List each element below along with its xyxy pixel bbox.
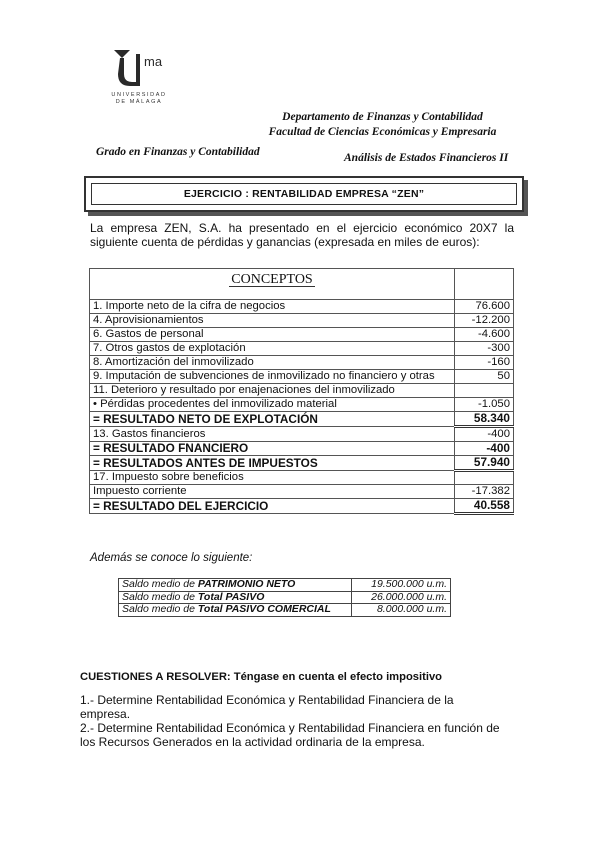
concept-cell: 17. Impuesto sobre beneficios [90, 471, 455, 485]
table-row [90, 456, 514, 471]
table-row [90, 314, 514, 328]
table-row [90, 499, 514, 514]
value-cell: -300 [455, 342, 514, 356]
university-logo-icon [108, 44, 168, 92]
concept-cell: 8. Amortización del inmovilizado [90, 356, 455, 370]
exercise-title-box [84, 176, 524, 212]
concepts-header: CONCEPTOS [90, 269, 455, 300]
value-cell: 58.340 [455, 412, 514, 427]
value-cell: -4.600 [455, 328, 514, 342]
balance-prefix: Saldo medio de [122, 578, 198, 590]
concept-cell: 4. Aprovisionamientos [90, 314, 455, 328]
questions-title [80, 671, 442, 683]
table-row [90, 328, 514, 342]
concept-cell: 9. Imputación de subvenciones de inmovilizado no financiero y otras [90, 370, 455, 384]
value-cell: -12.200 [455, 314, 514, 328]
university-name-line1: UNIVERSIDAD [111, 92, 167, 98]
table-row [90, 442, 514, 456]
value-cell: -400 [455, 427, 514, 442]
concept-cell: Impuesto corriente [90, 485, 455, 499]
table-row [90, 356, 514, 370]
value-cell: 40.558 [455, 499, 514, 514]
balance-label [119, 604, 352, 617]
concept-cell: 13. Gastos financieros [90, 427, 455, 442]
table-row [90, 370, 514, 384]
table-row [90, 398, 514, 412]
exercise-title: EJERCICIO : RENTABILIDAD EMPRESA “ZEN” [91, 183, 517, 205]
table-row [90, 485, 514, 499]
income-statement-table [89, 268, 514, 515]
concept-cell: 11. Deterioro y resultado por enajenaciones del inmovilizado [90, 384, 455, 398]
question-2: 2.- Determine Rentabilidad Económica y Rentabilidad Financiera en función de los Recursos Generados en la actividad ordinaria de la empresa. [80, 721, 500, 749]
value-cell: -1.050 [455, 398, 514, 412]
balance-row [119, 579, 451, 592]
table-row [90, 471, 514, 485]
intro-paragraph: La empresa ZEN, S.A. ha presentado en el ejercicio económico 20X7 la siguiente cuenta de pérdidas y ganancias (expresada en miles de euros): [90, 221, 514, 249]
additional-info-intro: Además se conoce lo siguiente: [90, 552, 253, 564]
balance-item: Total PASIVO COMERCIAL [197, 603, 331, 615]
concept-cell: 1. Importe neto de la cifra de negocios [90, 300, 455, 314]
balance-item: PATRIMONIO NETO [197, 578, 296, 590]
table-row [90, 412, 514, 427]
table-header-row [90, 269, 514, 300]
department-line: Departamento de Finanzas y Contabilidad [282, 111, 483, 123]
balance-value: 8.000.000 u.m. [352, 604, 451, 617]
logo-mark: ma [144, 54, 163, 69]
value-header-cell [455, 269, 514, 300]
value-cell [455, 384, 514, 398]
value-cell: 57.940 [455, 456, 514, 471]
questions-title-bold: CUESTIONES A RESOLVER [80, 671, 227, 683]
table-row [90, 300, 514, 314]
concept-cell: 6. Gastos de personal [90, 328, 455, 342]
department-block [230, 110, 535, 140]
value-cell: -17.382 [455, 485, 514, 499]
concept-cell: = RESULTADOS ANTES DE IMPUESTOS [90, 456, 455, 471]
subject-title: Análisis de Estados Financieros II [344, 152, 509, 164]
balance-label [119, 579, 352, 592]
balance-label [119, 591, 352, 604]
value-cell: -160 [455, 356, 514, 370]
value-cell: -400 [455, 442, 514, 456]
concept-cell: = RESULTADO FNANCIERO [90, 442, 455, 456]
degree-title: Grado en Finanzas y Contabilidad [96, 146, 260, 158]
concept-cell: = RESULTADO DEL EJERCICIO [90, 499, 455, 514]
value-cell: 76.600 [455, 300, 514, 314]
value-cell [455, 471, 514, 485]
balance-row [119, 591, 451, 604]
balance-prefix: Saldo medio de [122, 603, 198, 615]
table-row [90, 342, 514, 356]
questions-title-rest: : Téngase en cuenta el efecto impositivo [226, 671, 443, 683]
table-row [90, 427, 514, 442]
balance-row [119, 604, 451, 617]
concept-cell: = RESULTADO NETO DE EXPLOTACIÓN [90, 412, 455, 427]
concept-cell: 7. Otros gastos de explotación [90, 342, 455, 356]
question-1: 1.- Determine Rentabilidad Económica y Rentabilidad Financiera de la empresa. [80, 693, 454, 721]
table-row [90, 384, 514, 398]
balance-item: Total PASIVO [197, 590, 265, 603]
balance-value: 26.000.000 u.m. [352, 591, 451, 604]
concept-cell: • Pérdidas procedentes del inmovilizado material [90, 398, 455, 412]
balances-table [118, 578, 451, 617]
balance-prefix: Saldo medio de [122, 590, 198, 603]
faculty-line: Facultad de Ciencias Económicas y Empresaria [268, 126, 497, 138]
university-name [104, 92, 174, 106]
university-name-line2: DE MÁLAGA [115, 99, 163, 105]
value-cell: 50 [455, 370, 514, 384]
balance-value: 19.500.000 u.m. [352, 579, 451, 592]
